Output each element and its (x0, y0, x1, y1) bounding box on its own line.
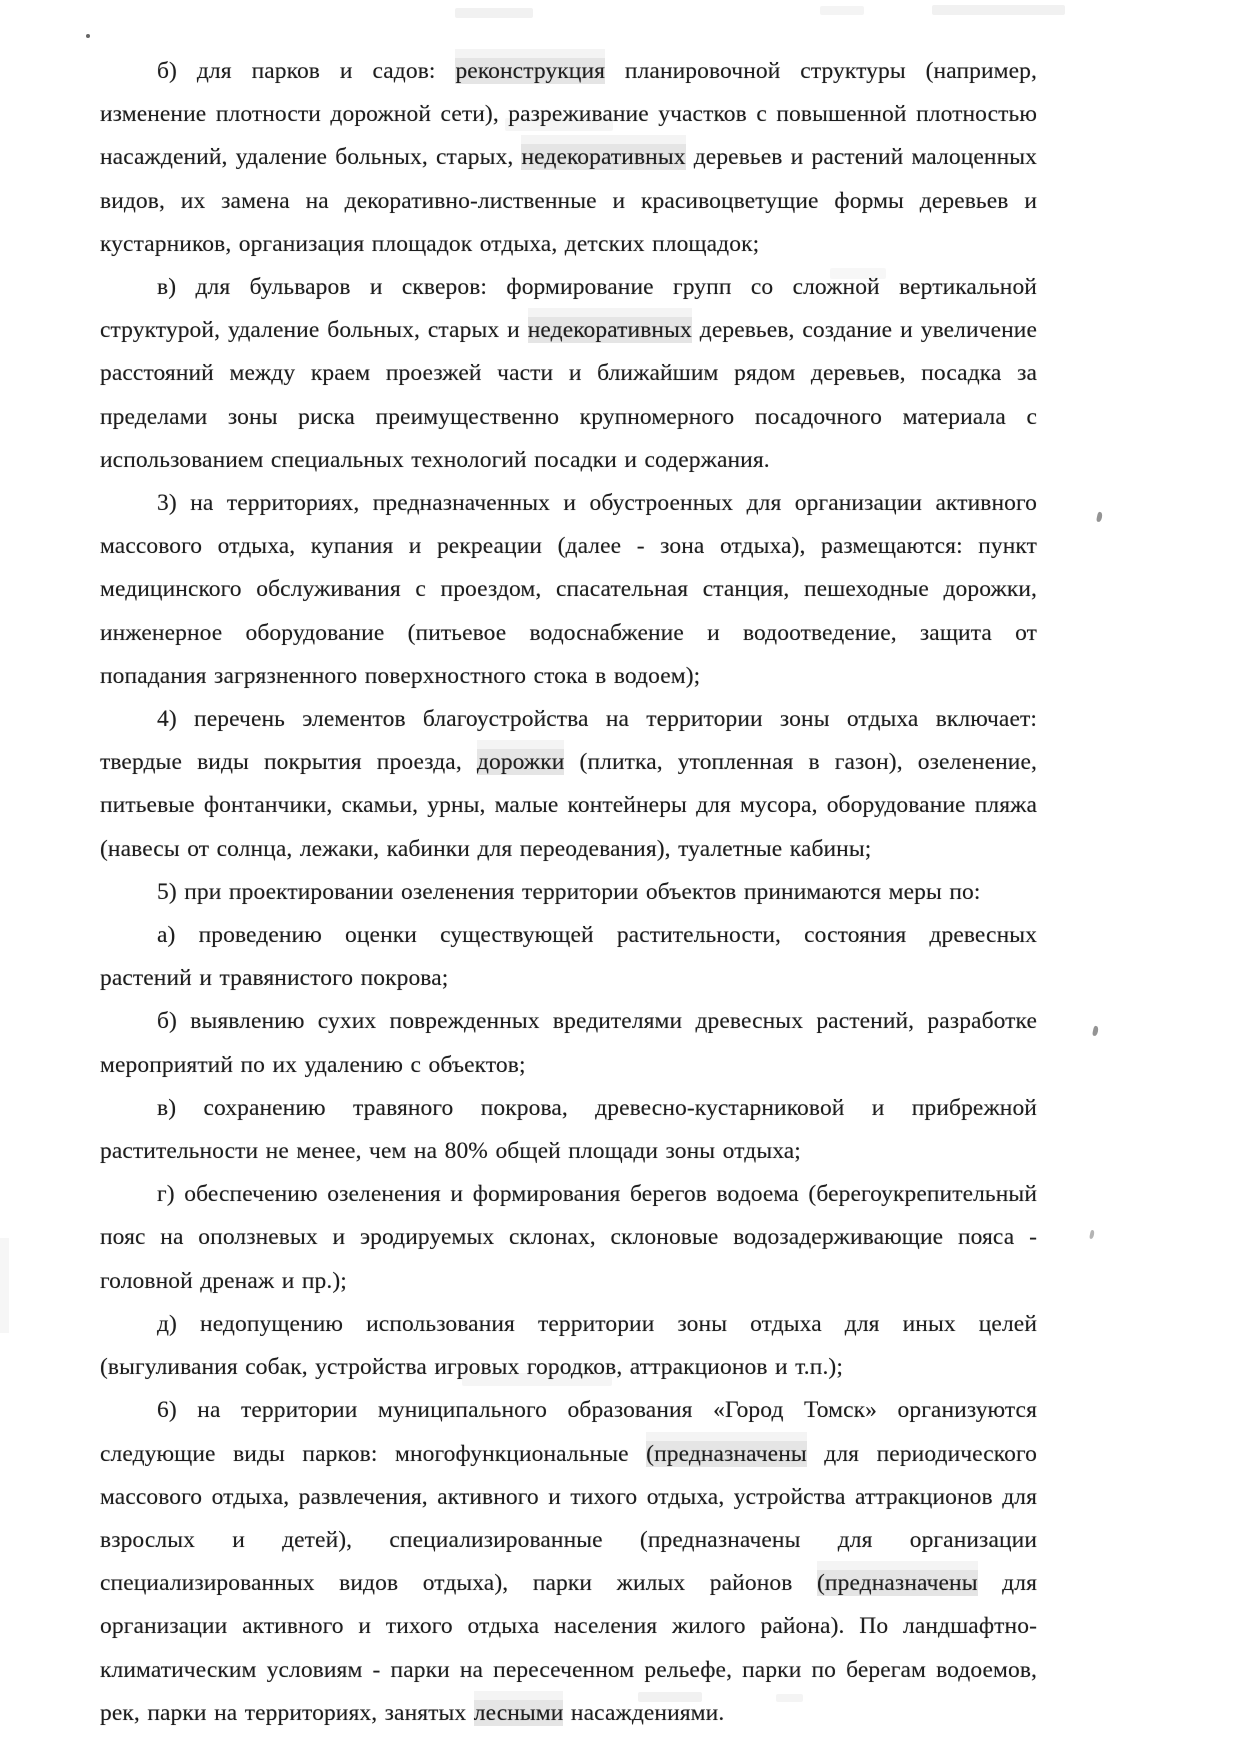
text-run: б) выявлению сухих поврежденных вредителями древесных растений, разработке мероприятий по их удалению с объектов; (100, 1008, 1037, 1078)
scan-artifact (1096, 512, 1103, 523)
paragraph (100, 871, 1037, 914)
highlighted-text-run: (предназначены (646, 1440, 807, 1467)
text-run: 4) перечень элементов благоустройства на территории зоны отдыха включает: твердые виды покрытия проезда, (100, 706, 1037, 776)
paragraph (100, 698, 1037, 871)
text-run: в) для бульваров и скверов: формирование групп со сложной вертикальной структурой, удаление больных, старых и (100, 274, 1037, 344)
highlighted-text-run: реконструкция (455, 58, 606, 84)
text-run: насаждениями. (563, 1699, 725, 1726)
text-run: в) сохранению травяного покрова, древесно-кустарниковой и прибрежной растительности не менее, чем на 80% общей площади зоны отдыха; (100, 1094, 1037, 1165)
document-body (100, 50, 1037, 1735)
scan-artifact (820, 6, 864, 15)
highlighted-text-run: недекоративных (521, 144, 686, 171)
text-run: для периодического массового отдыха, развлечения, активного и тихого отдыха, устройства аттракционов для взрослых и детей), специализированные (предназначены для организации специализированных видов отдыха), парки жилых районов (100, 1440, 1037, 1597)
text-run: а) проведению оценки существующей растительности, состояния древесных растений и травянистого покрова; (100, 922, 1037, 992)
text-run: 6) на территории муниципального образования «Город Томск» организуются следующие виды парков: многофункциональные (100, 1397, 1037, 1467)
paragraph (100, 914, 1037, 1000)
scan-artifact (1092, 1026, 1099, 1037)
paragraph (100, 1087, 1037, 1173)
paragraph (100, 1173, 1037, 1303)
paragraph (100, 266, 1037, 482)
text-run: деревьев, создание и увеличение расстояний между краем проезжей части и ближайшим рядом деревьев, посадка за пределами зоны риска преимущественно крупномерного посадочного материала с использованием специальных технологий посадки и содержания. (100, 317, 1037, 473)
text-run: деревьев и растений малоценных видов, их замена на декоративно-лиственные и красивоцветущие формы деревьев и кустарников, организация площадок отдыха, детских площадок; (100, 144, 1037, 257)
scan-artifact (1089, 1230, 1095, 1240)
highlighted-text-run: недекоративных (527, 317, 692, 344)
text-run: (плитка, утопленная в газон), озеленение, питьевые фонтанчики, скамьи, урны, малые контейнеры для мусора, оборудование пляжа (навесы от солнца, лежаки, кабинки для переодевания), туалетные кабины; (100, 749, 1037, 862)
text-run: д) недопущению использования территории зоны отдыха для иных целей (выгуливания собак, устройства игровых городков, аттракционов и т.п.); (100, 1310, 1037, 1381)
text-run: 3) на территориях, предназначенных и обустроенных для организации активного массового отдыха, купания и рекреации (далее - зона отдыха), размещаются: пункт медицинского обслуживания с проездом, спасательная станция, пешеходные дорожки, инженерное оборудование (питьевое водоснабжение и водоотведение, защита от попадания загрязненного поверхностного стока в водоем); (100, 490, 1037, 689)
paragraph (100, 1000, 1037, 1086)
highlighted-text-run: дорожки (476, 749, 565, 776)
paragraph (100, 1389, 1037, 1735)
scan-artifact (455, 8, 533, 18)
text-run: б) для парков и садов: (157, 58, 456, 84)
text-run: 5) при проектировании озеленения территории объектов принимаются меры по: (157, 878, 981, 905)
paragraph (100, 482, 1037, 698)
scan-artifact (932, 5, 1065, 15)
paragraph (100, 1303, 1037, 1389)
highlighted-text-run: лесными (473, 1699, 564, 1726)
text-run: для организации активного и тихого отдыха населения жилого района). По ландшафтно-климатическим условиям - парки на пересеченном рельефе, парки по берегам водоемов, рек, парки на территориях, занятых (100, 1570, 1037, 1726)
scan-artifact (86, 34, 90, 38)
highlighted-text-run: (предназначены (817, 1570, 978, 1597)
scan-artifact (0, 1238, 9, 1333)
text-run: планировочной структуры (например, изменение плотности дорожной сети), разреживание участков с повышенной плотностью насаждений, удаление больных, старых, (100, 58, 1037, 171)
text-run: г) обеспечению озеленения и формирования берегов водоема (берегоукрепительный пояс на оползневых и эродируемых склонах, склоновые водозадерживающие пояса - головной дренаж и пр.); (100, 1181, 1037, 1294)
paragraph (100, 50, 1037, 266)
